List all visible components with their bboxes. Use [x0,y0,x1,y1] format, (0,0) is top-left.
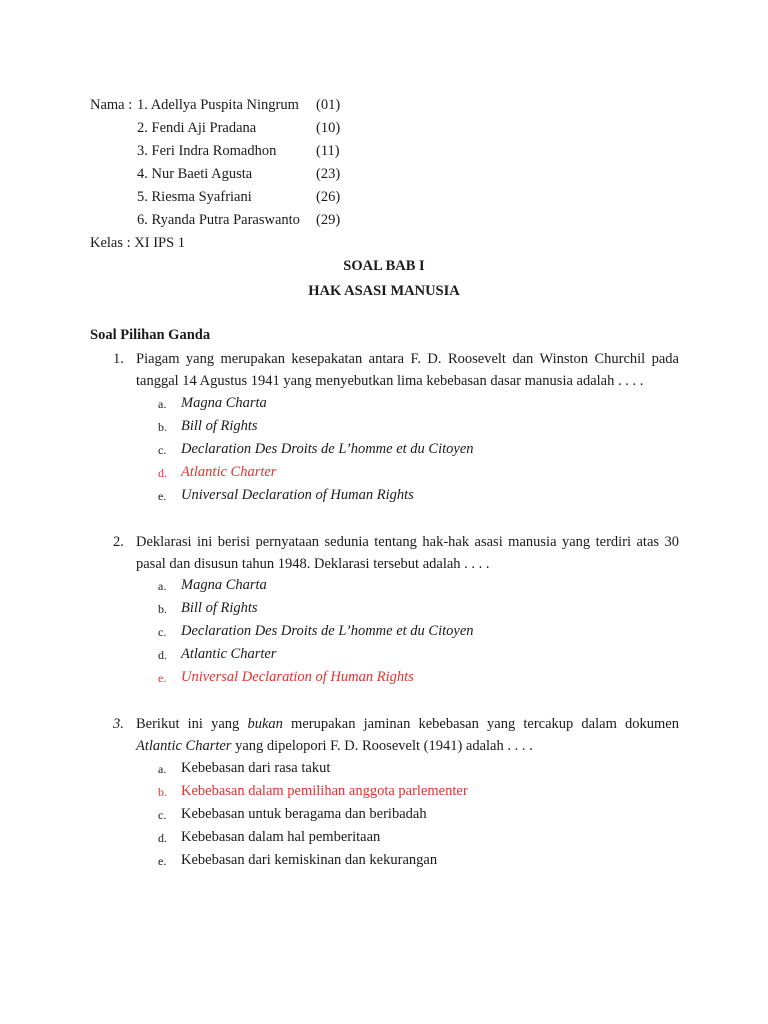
question-text-part: yang dipelopori F. D. Roosevelt (1941) adalah . . . . [231,738,533,754]
option-text: Atlantic Charter [181,646,277,662]
question-line: tanggal 14 Agustus 1941 yang menyebutkan lima kebebasan dasar manusia adalah . . . . [136,373,644,389]
kelas-line: Kelas : XI IPS 1 [90,235,186,251]
question-emphasis: bukan [247,716,283,732]
member-number: (11) [316,143,340,159]
option-text-correct: Atlantic Charter [181,464,277,480]
option-letter: c. [158,808,167,822]
member-name: 2. Fendi Aji Pradana [137,120,257,136]
section-heading: Soal Pilihan Ganda [90,327,211,343]
question-text [136,531,679,575]
question-line [136,713,679,735]
option-letter: b. [158,602,167,616]
question-number: 2. [113,534,124,550]
option-letter-correct: d. [158,466,167,480]
option-letter: a. [158,762,167,776]
option-text: Universal Declaration of Human Rights [181,487,414,503]
question-line: pasal dan disusun tahun 1948. Deklarasi tersebut adalah . . . . [136,556,490,572]
option-letter: b. [158,420,167,434]
option-text: Declaration Des Droits de L’homme et du Citoyen [181,623,474,639]
member-number: (23) [316,166,341,182]
member-number: (10) [316,120,341,136]
option-text: Kebebasan dalam hal pemberitaan [181,829,381,845]
page-title: SOAL BAB I [343,258,425,274]
option-text: Declaration Des Droits de L’homme et du Citoyen [181,441,474,457]
member-name: 5. Riesma Syafriani [137,189,252,205]
option-text: Kebebasan untuk beragama dan beribadah [181,806,427,822]
question-line: Deklarasi ini berisi pernyataan sedunia tentang hak-hak asasi manusia yang terdiri atas 30 [136,534,679,550]
member-number: (29) [316,212,341,228]
option-letter: e. [158,854,167,868]
member-name: 1. Adellya Puspita Ningrum [137,97,299,113]
question-line: Piagam yang merupakan kesepakatan antara F. D. Roosevelt dan Winston Churchil pada [136,351,679,367]
option-letter-correct: b. [158,785,167,799]
option-letter: a. [158,397,167,411]
option-letter: e. [158,489,167,503]
option-text-correct: Kebebasan dalam pemilihan anggota parlementer [181,783,468,799]
member-number: (26) [316,189,341,205]
option-text: Bill of Rights [181,600,258,616]
member-name: 6. Ryanda Putra Paraswanto [137,212,300,228]
question-emphasis: Atlantic Charter [136,738,232,754]
option-letter: c. [158,443,167,457]
option-letter: a. [158,579,167,593]
question-text-part: merupakan jaminan kebebasan yang tercakup dalam dokumen [282,716,679,732]
option-text: Kebebasan dari rasa takut [181,760,331,776]
question-text-part: Berikut ini yang [136,716,248,732]
option-letter: d. [158,648,167,662]
question-text [136,713,679,757]
member-name: 3. Feri Indra Romadhon [137,143,277,159]
question-number: 1. [113,351,124,367]
option-text: Magna Charta [181,395,267,411]
question-number: 3. [113,716,124,732]
question-text [136,348,679,392]
option-text: Magna Charta [181,577,267,593]
option-letter: d. [158,831,167,845]
nama-label: Nama : [90,97,133,113]
page-subtitle: HAK ASASI MANUSIA [308,283,460,299]
member-name: 4. Nur Baeti Agusta [137,166,253,182]
option-text: Kebebasan dari kemiskinan dan kekurangan [181,852,438,868]
option-letter: c. [158,625,167,639]
option-letter-correct: e. [158,671,167,685]
option-text-correct: Universal Declaration of Human Rights [181,669,414,685]
question-line [136,735,679,757]
option-text: Bill of Rights [181,418,258,434]
member-number: (01) [316,97,341,113]
